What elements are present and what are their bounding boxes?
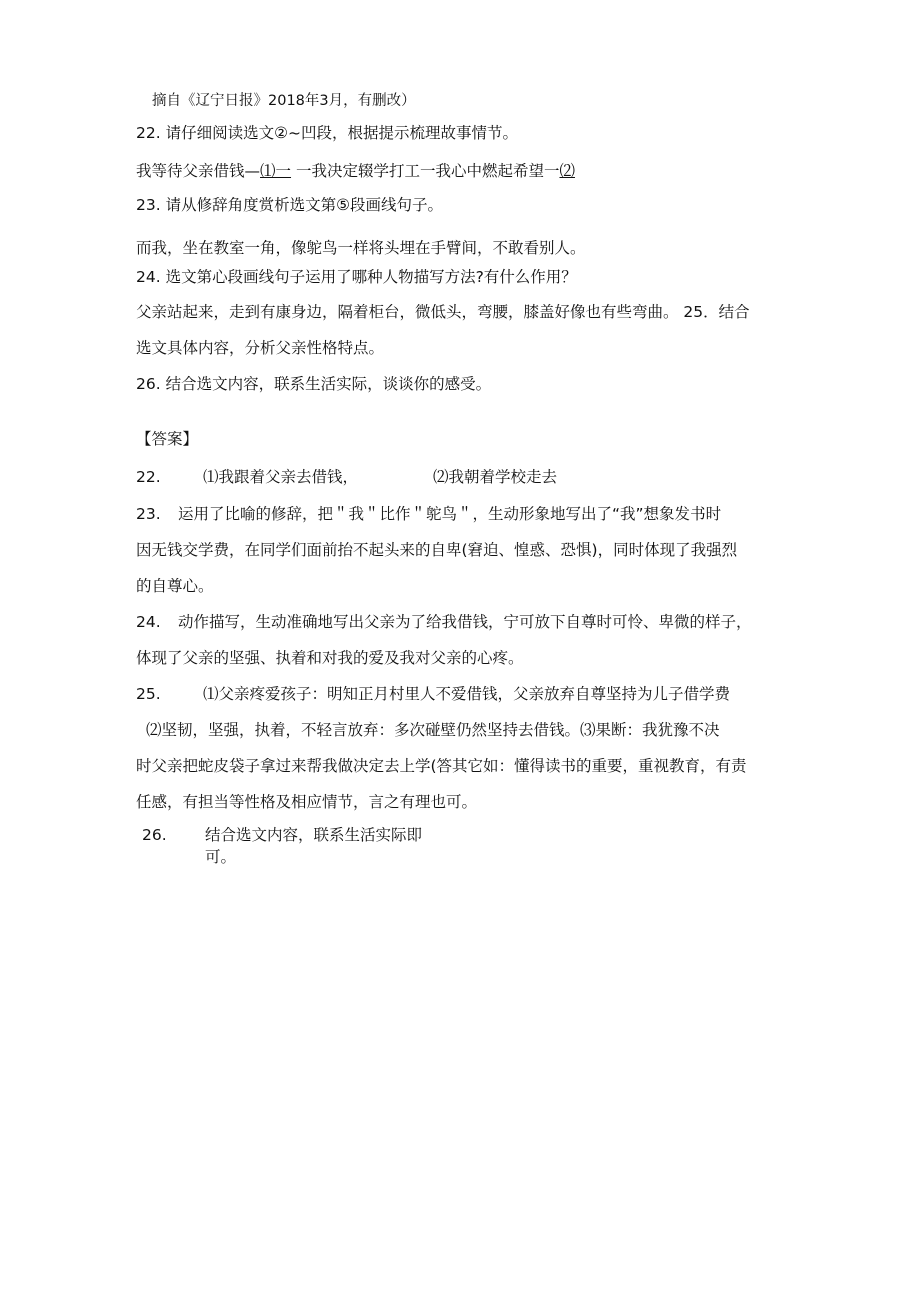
source-note: 摘自《辽宁日报》2018年3月，有删改） <box>152 93 416 109</box>
answer-23-line1: 运用了比喻的修辞，把＂我＂比作＂鸵鸟＂，生动形象地写出了“我”想象发书时 <box>178 505 722 523</box>
answer-25-line3: 时父亲把蛇皮袋子拿过来帮我做决定去上学(答其它如：懂得读书的重要，重视教育，有责 <box>136 757 747 775</box>
answer-22-part1: ⑴我跟着父亲去借钱， <box>203 468 359 486</box>
chain-blank-1: ⑴一 <box>260 162 292 180</box>
answer-22-num: 22. <box>136 468 161 486</box>
answer-24-line2: 体现了父亲的坚强、执着和对我的爱及我对父亲的心疼。 <box>136 649 524 667</box>
answer-23-num: 23. <box>136 505 161 523</box>
answer-25-line2: ⑵坚韧，坚强，执着，不轻言放弃：多次碰壁仍然坚持去借钱。⑶果断：我犹豫不决 <box>146 721 720 739</box>
answer-26-num: 26. <box>142 826 167 844</box>
question-23-sentence: 而我，坐在教室一角，像鸵鸟一样将头埋在手臂间，不敢看别人。 <box>136 239 586 257</box>
question-22: 22. 请仔细阅读选文②~凹段，根据提示梳理故事情节。 <box>136 124 518 142</box>
answer-24-num: 24. <box>136 613 161 631</box>
chain-text-1: 我等待父亲借钱— <box>136 162 261 180</box>
answer-25-line1: ⑴父亲疼爱孩子：明知正月村里人不爱借钱，父亲放弃自尊坚持为儿子借学费 <box>203 685 731 703</box>
question-24: 24. 选文第心段画线句子运用了哪种人物描写方法?有什么作用？ <box>136 268 577 286</box>
chain-blank-2: ⑵ <box>559 162 575 180</box>
question-24-sentence: 父亲站起来，走到有康身边，隔着柜台，微低头，弯腰，膝盖好像也有些弯曲。 25．结合 <box>136 303 750 321</box>
answer-23-line2: 因无钱交学费，在同学们面前抬不起头来的自卑(窘迫、惶惑、恐惧)，同时体现了我强烈 <box>136 541 738 559</box>
answer-header: 【答案】 <box>136 430 199 448</box>
question-25-line2: 选文具体内容，分析父亲性格特点。 <box>136 339 385 357</box>
answer-26-line2: 可。 <box>205 848 237 866</box>
answer-25-num: 25. <box>136 685 161 703</box>
answer-22-part2: ⑵我朝着学校走去 <box>433 468 558 486</box>
answer-25-line4: 任感，有担当等性格及相应情节，言之有理也可。 <box>136 793 478 811</box>
question-22-chain <box>136 160 575 182</box>
answer-23-line3: 的自尊心。 <box>136 577 214 595</box>
answer-24-line1: 动作描写，生动准确地写出父亲为了给我借钱，宁可放下自尊时可怜、卑微的样子， <box>178 613 752 631</box>
answer-26-line1: 结合选文内容，联系生活实际即 <box>205 826 423 844</box>
question-26: 26. 结合选文内容，联系生活实际，谈谈你的感受。 <box>136 375 492 393</box>
question-23: 23. 请从修辞角度赏析选文第⑤段画线句子。 <box>136 196 443 214</box>
chain-text-2: 一我决定辍学打工一我心中燃起希望一 <box>291 162 560 180</box>
